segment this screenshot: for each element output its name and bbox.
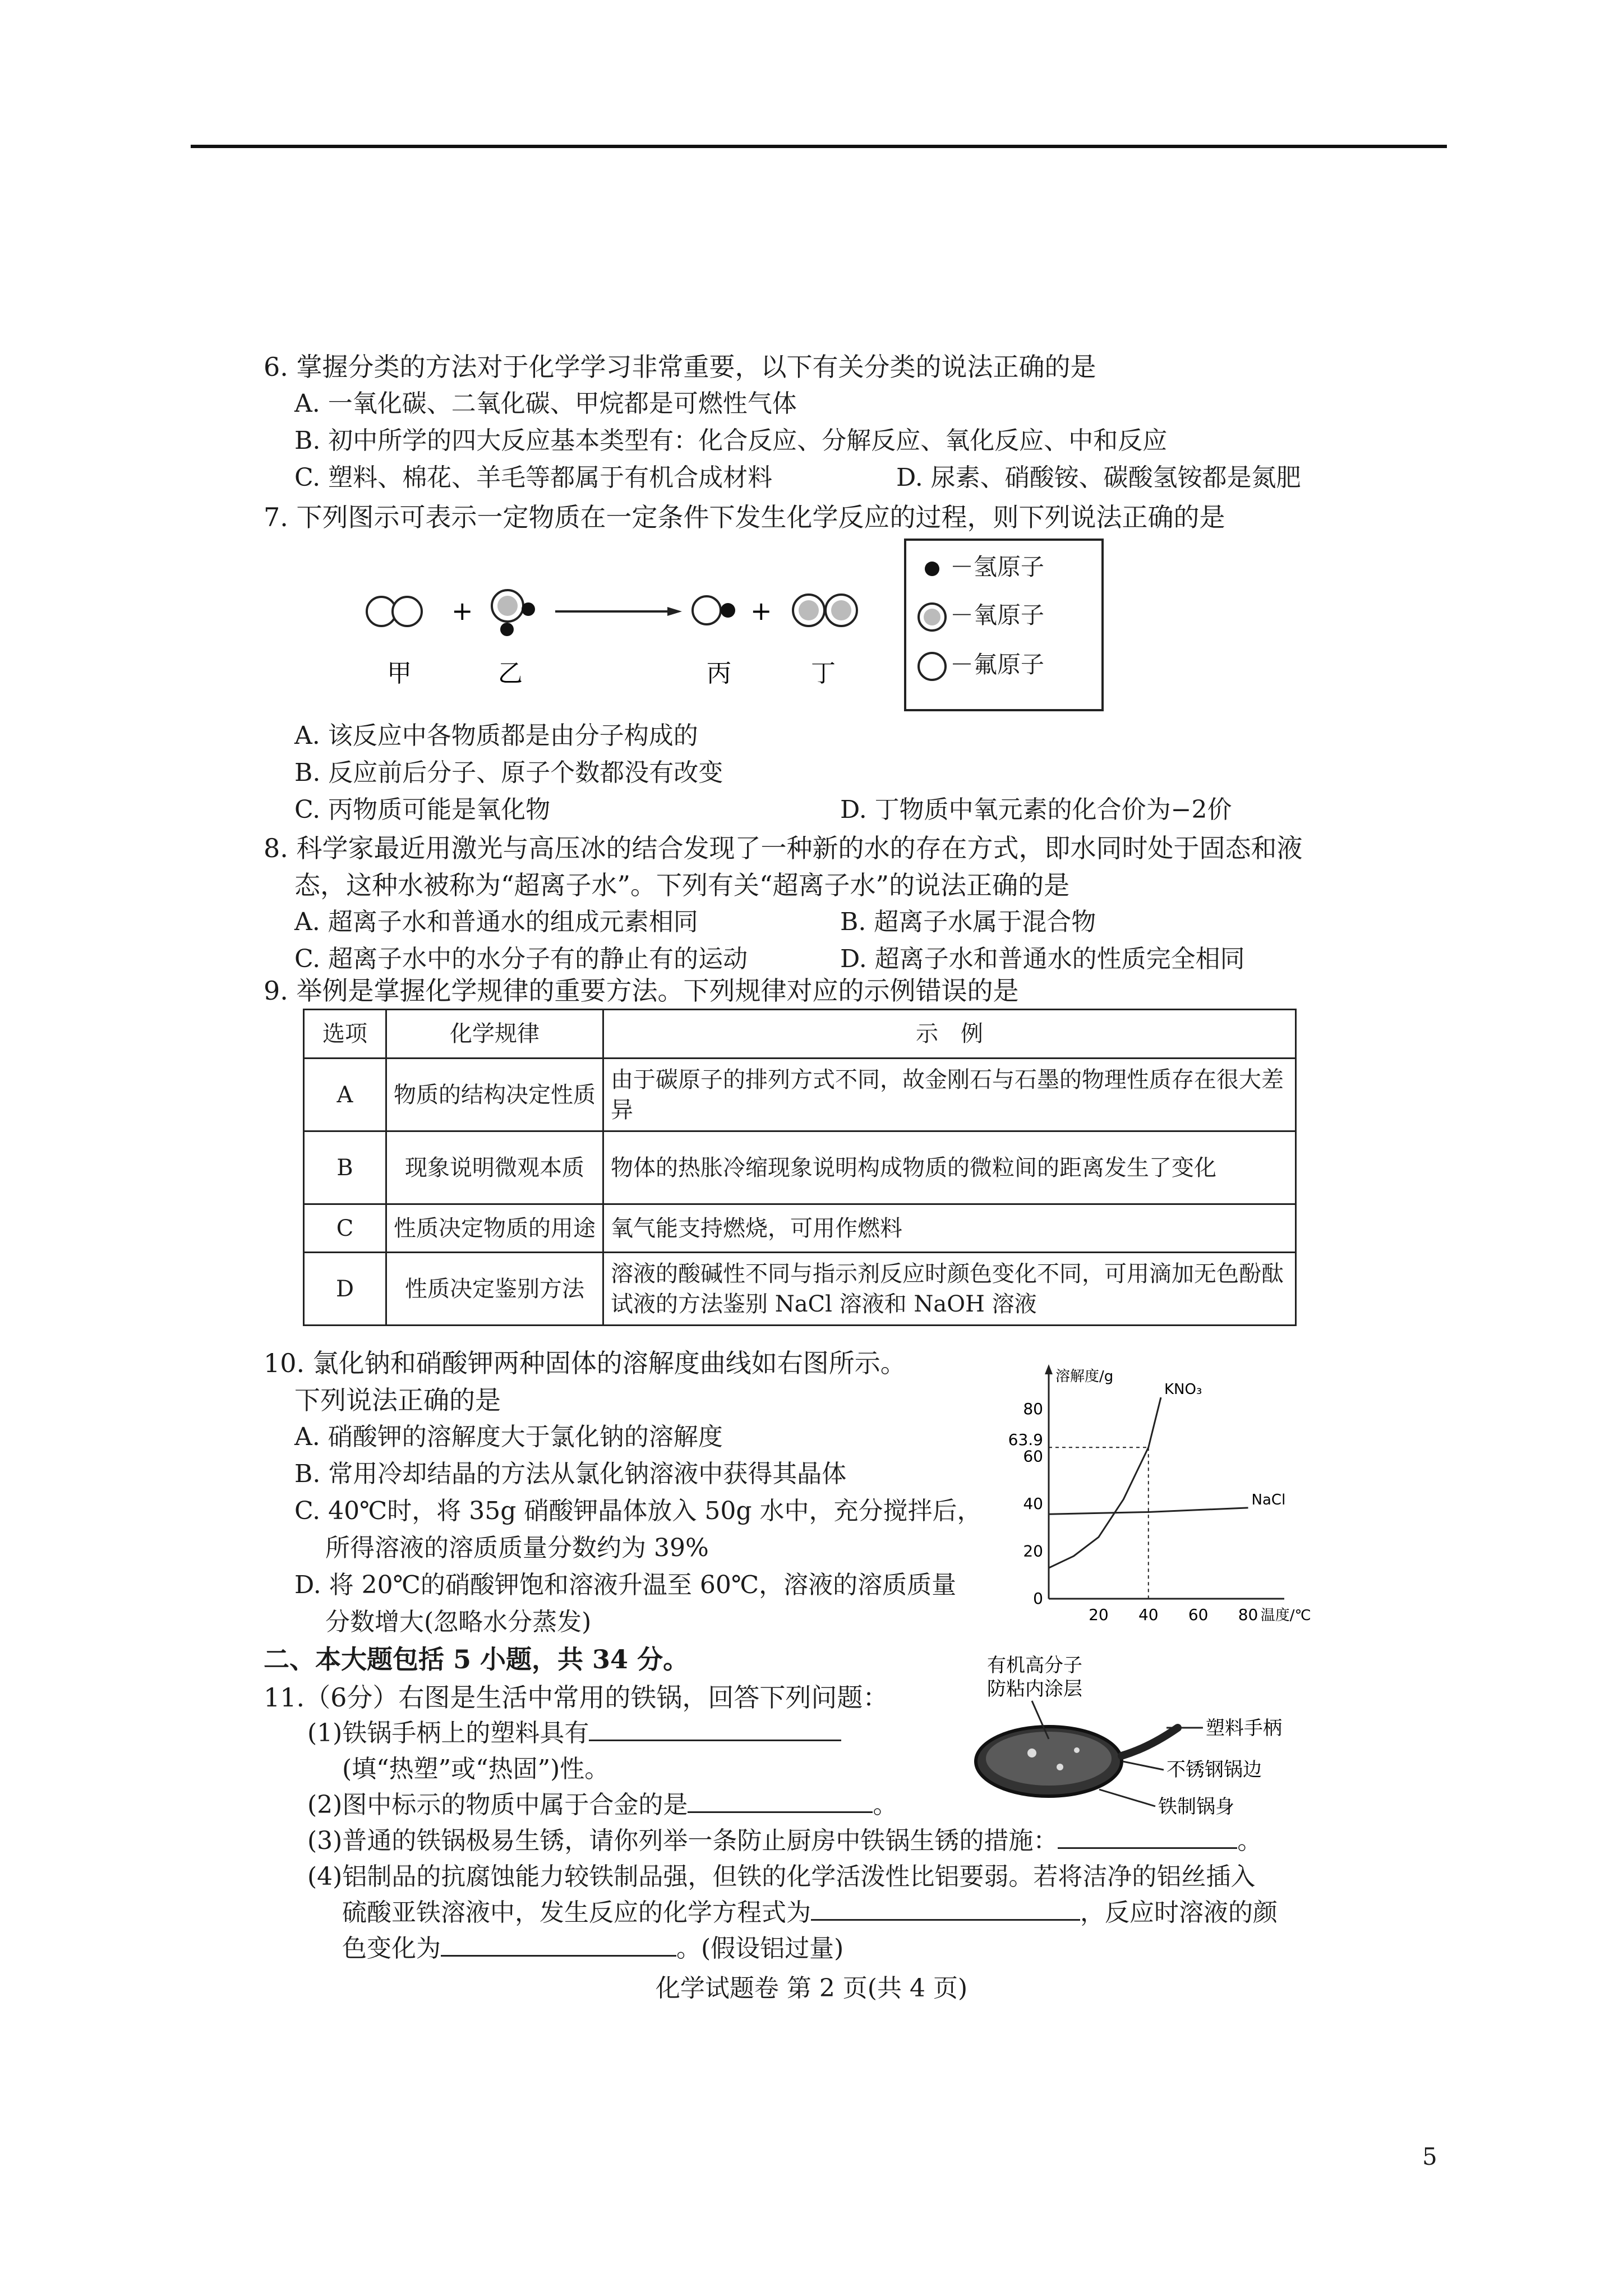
- page-footer: 化学试题卷 第 2 页(共 4 页): [655, 1974, 968, 2003]
- q8-option-c: C. 超离子水中的水分子有的静止有的运动: [294, 945, 748, 973]
- header-rule: [191, 145, 1447, 148]
- x-tick-label: 20: [1089, 1605, 1109, 1624]
- q8-stem-line1: 8. 科学家最近用激光与高压冰的结合发现了一种新的水的存在方式，即水同时处于固态和液: [264, 833, 1303, 863]
- q9-cell: D: [304, 1253, 386, 1326]
- label-jia: 甲: [387, 659, 412, 688]
- answer-blank-2[interactable]: [688, 1790, 873, 1813]
- q11-part4-text: 硫酸亚铁溶液中，发生反应的化学方程式为: [342, 1898, 811, 1927]
- answer-blank-1[interactable]: [589, 1718, 841, 1741]
- q7-option-d: D. 丁物质中氧元素的化合价为−2价: [840, 795, 1232, 824]
- legend-oxygen: －氧原子: [950, 601, 1045, 629]
- q9-cell: 溶液的酸碱性不同与指示剂反应时颜色变化不同，可用滴加无色酚酞试液的方法鉴别 NaCl 溶液和 NaOH 溶液: [603, 1253, 1296, 1326]
- q11-stem: 11.（6分）右图是生活中常用的铁锅，回答下列问题：: [264, 1682, 889, 1713]
- q9-cell: 氧气能支持燃烧，可用作燃料: [603, 1204, 1296, 1253]
- q9-cell: 由于碳原子的排列方式不同，故金刚石与石墨的物理性质存在很大差异: [603, 1059, 1296, 1131]
- q11-part4-line3: [342, 1932, 843, 1966]
- y-axis-label: 溶解度/g: [1055, 1368, 1114, 1385]
- y-axis-arrow: [1045, 1364, 1053, 1374]
- q10-stem-line2: 下列说法正确的是: [294, 1385, 501, 1415]
- q10-option-d-line1: D. 将 20℃的硝酸钾饱和溶液升温至 60℃，溶液的溶质质量: [294, 1571, 957, 1599]
- q7-legend: [904, 539, 1104, 711]
- q9-stem: 9. 举例是掌握化学规律的重要方法。下列规律对应的示例错误的是: [264, 976, 1019, 1006]
- reference-value-label: 63.9: [1008, 1430, 1043, 1450]
- x-axis-label: 温度/℃: [1260, 1607, 1311, 1624]
- answer-blank-5[interactable]: [441, 1934, 676, 1957]
- solubility-chart: [987, 1358, 1311, 1627]
- q11-part1-hint: (填“热塑”或“热固”)性。: [342, 1755, 610, 1783]
- table-row: [304, 1204, 1296, 1253]
- y-tick-label: 40: [1023, 1494, 1043, 1513]
- y-tick-label: 0: [1033, 1589, 1043, 1608]
- q8-option-b: B. 超离子水属于混合物: [840, 908, 1096, 936]
- q9-cell: 性质决定物质的用途: [386, 1204, 603, 1253]
- q7-stem: 7. 下列图示可表示一定物质在一定条件下发生化学反应的过程，则下列说法正确的是: [264, 502, 1225, 532]
- q8-stem-line2: 态，这种水被称为“超离子水”。下列有关“超离子水”的说法正确的是: [294, 870, 1070, 900]
- q9-cell: 物质的结构决定性质: [386, 1059, 603, 1131]
- period: 。: [873, 1791, 898, 1819]
- q11-part3-text: (3)普通的铁锅极易生锈，请你列举一条防止厨房中铁锅生锈的措施：: [307, 1826, 1058, 1855]
- q11-part3: [307, 1824, 1262, 1858]
- label-rim: 不锈钢锅边: [1166, 1759, 1262, 1781]
- q7-option-a: A. 该反应中各物质都是由分子构成的: [294, 721, 698, 750]
- q10-option-d-line2: 分数增大(忽略水分蒸发): [325, 1608, 592, 1636]
- q11-part2: [307, 1788, 897, 1822]
- q9-table: [303, 1009, 1297, 1326]
- x-tick-label: 40: [1138, 1605, 1159, 1624]
- label-coating-line1: 有机高分子: [987, 1654, 1082, 1677]
- q11-part1-text: (1)铁锅手柄上的塑料具有: [307, 1719, 589, 1747]
- label-ding: 丁: [811, 659, 836, 688]
- table-row: [304, 1059, 1296, 1131]
- q9-cell: 性质决定鉴别方法: [386, 1253, 603, 1326]
- y-tick-label: 80: [1023, 1400, 1043, 1419]
- legend-fluorine: －氟原子: [950, 651, 1045, 678]
- q7-reaction-diagram: [348, 567, 886, 712]
- q6-option-c: C. 塑料、棉花、羊毛等都属于有机合成材料: [294, 463, 773, 492]
- wok-icon: [976, 1727, 1178, 1796]
- y-tick-label: 20: [1023, 1542, 1043, 1561]
- q9-cell: C: [304, 1204, 386, 1253]
- label-bing: 丙: [707, 659, 731, 688]
- q7-option-b: B. 反应前后分子、原子个数都没有改变: [294, 758, 723, 787]
- wok-diagram: [965, 1649, 1324, 1818]
- label-yi: 乙: [498, 659, 523, 688]
- label-coating-line2: 防粘内涂层: [987, 1678, 1082, 1700]
- q6-stem: 6. 掌握分类的方法对于化学学习非常重要，以下有关分类的说法正确的是: [264, 352, 1096, 382]
- molecule-yi: [492, 590, 535, 636]
- q7-option-c: C. 丙物质可能是氧化物: [294, 795, 551, 824]
- legend-hydrogen: －氢原子: [950, 553, 1045, 581]
- series-label-nacl: NaCl: [1251, 1491, 1286, 1508]
- q10-stem-line1: 10. 氯化钠和硝酸钾两种固体的溶解度曲线如右图所示。: [264, 1348, 906, 1378]
- q11-part2-text: (2)图中标示的物质中属于合金的是: [307, 1791, 688, 1819]
- answer-blank-4[interactable]: [811, 1898, 1080, 1921]
- series-line-kno3: [1049, 1397, 1161, 1568]
- q6-option-b: B. 初中所学的四大反应基本类型有：化合反应、分解反应、氧化反应、中和反应: [294, 426, 1168, 455]
- plus-sign-2: +: [750, 596, 772, 626]
- q9-table-header-row: [304, 1010, 1296, 1059]
- molecule-jia: [367, 597, 422, 626]
- table-row: [304, 1131, 1296, 1204]
- q8-option-a: A. 超离子水和普通水的组成元素相同: [294, 908, 698, 936]
- table-row: [304, 1253, 1296, 1326]
- section-2-heading: 二、本大题包括 5 小题，共 34 分。: [264, 1644, 689, 1674]
- series-label-kno3: KNO₃: [1164, 1381, 1202, 1398]
- molecule-ding: [793, 595, 857, 626]
- q11-part4-text-4: 。(假设铝过量): [676, 1934, 844, 1963]
- q6-option-a: A. 一氧化碳、二氧化碳、甲烷都是可燃性气体: [294, 389, 797, 418]
- q10-option-c-line2: 所得溶液的溶质质量分数约为 39%: [325, 1534, 709, 1562]
- q9-cell: 物体的热胀冷缩现象说明构成物质的微粒间的距离发生了变化: [603, 1131, 1296, 1204]
- q11-part4-line2: [342, 1896, 1278, 1930]
- q9-cell: A: [304, 1059, 386, 1131]
- q10-option-a: A. 硝酸钾的溶解度大于氯化钠的溶解度: [294, 1423, 723, 1451]
- label-body: 铁制锅身: [1158, 1796, 1234, 1818]
- q10-option-c-line1: C. 40℃时，将 35g 硝酸钾晶体放入 50g 水中，充分搅拌后，: [294, 1497, 982, 1525]
- page-number: 5: [1422, 2143, 1437, 2170]
- x-tick-label: 80: [1238, 1605, 1258, 1624]
- q11-part4-line1: (4)铝制品的抗腐蚀能力较铁制品强，但铁的化学活泼性比铝要弱。若将洁净的铝丝插入: [307, 1862, 1256, 1891]
- q11-part4-text-2: ，反应时溶液的颜: [1080, 1898, 1278, 1927]
- label-handle: 塑料手柄: [1206, 1717, 1282, 1740]
- q9-cell: 现象说明微观本质: [386, 1131, 603, 1204]
- answer-blank-3[interactable]: [1058, 1826, 1237, 1849]
- q8-option-d: D. 超离子水和普通水的性质完全相同: [840, 945, 1245, 973]
- y-tick-label: 60: [1023, 1447, 1043, 1466]
- x-tick-label: 60: [1188, 1605, 1209, 1624]
- q6-option-d: D. 尿素、硝酸铵、碳酸氢铵都是氮肥: [896, 463, 1301, 492]
- q9-header-option: 选项: [304, 1010, 386, 1059]
- q11-part1: [307, 1717, 841, 1750]
- q9-cell: B: [304, 1131, 386, 1204]
- plus-sign-1: +: [451, 596, 473, 626]
- q10-option-b: B. 常用冷却结晶的方法从氯化钠溶液中获得其晶体: [294, 1460, 847, 1488]
- q11-part4-text-3: 色变化为: [342, 1934, 441, 1963]
- q9-header-example: 示 例: [603, 1010, 1296, 1059]
- reaction-arrow: [555, 607, 682, 616]
- q9-header-rule: 化学规律: [386, 1010, 603, 1059]
- period: 。: [1237, 1826, 1262, 1855]
- molecule-bing: [693, 596, 735, 624]
